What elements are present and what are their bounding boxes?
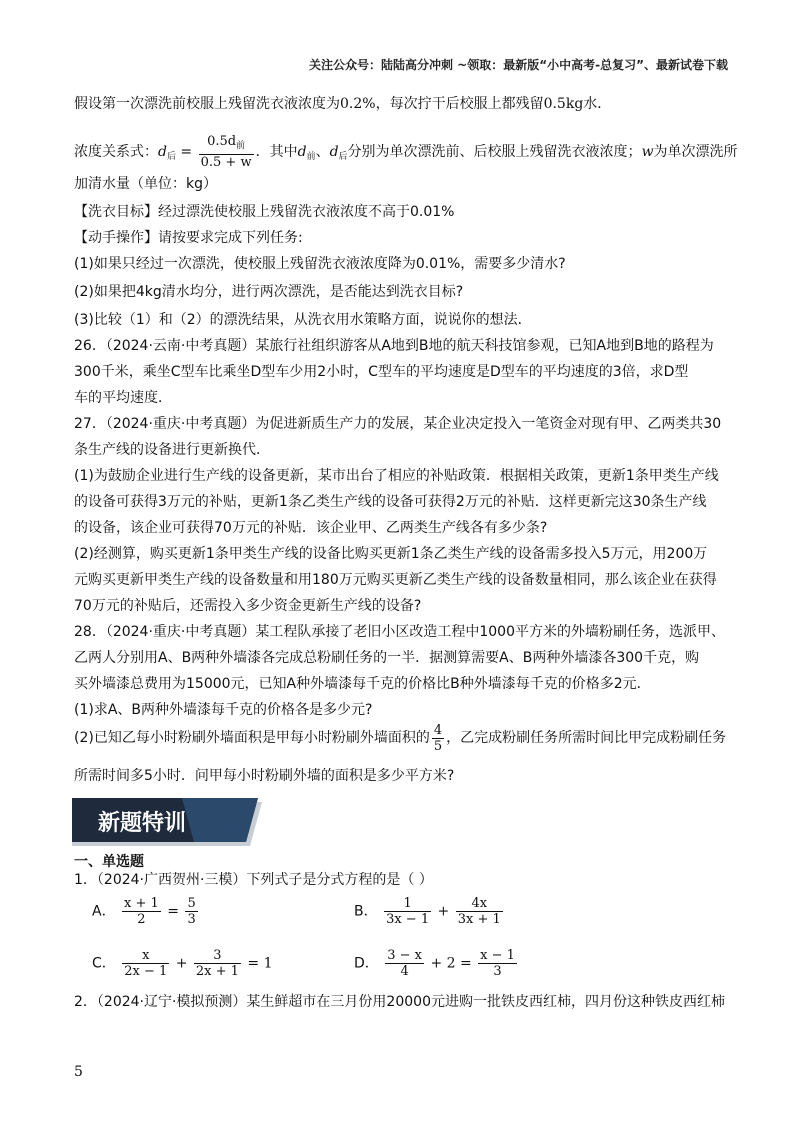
question-item: (1)为鼓励企业进行生产线的设备更新，某市出台了相应的补贴政策．根据相关政策，更新1条甲类生产线 [74,468,719,484]
question-28: 28．（2024·重庆·中考真题）某工程队承接了老旧小区改造工程中1000平方米的外墙粉刷任务，选派甲、 [74,624,725,640]
concentration-fraction: $\frac{0.5d_前}{0.5 + w}$ [200,134,252,170]
page-number: 5 [74,1064,83,1080]
text-line: 假设第一次漂洗前校服上残留洗衣液浓度为0.2%，每次拧干后校服上都残留0.5kg水． [74,96,612,112]
question-26: 26．（2024·云南·中考真题）某旅行社组织游客从A地到B地的航天科技馆参观，已知A地到B地的路程为 [74,338,714,354]
text-line: 300千米，乘坐C型车比乘坐D型车少用2小时，C型车的平均速度是D型车的平均速度的3倍，求D型 [74,364,689,380]
section-title: 一、单选题 [74,854,144,870]
text-line: 加清水量（单位：kg） [74,176,217,192]
question-item: (2)如果把4kg清水均分，进行两次漂洗，是否能达到洗衣目标? [74,284,464,300]
text-line: 乙两人分别用A、B两种外墙漆各完成总粉刷任务的一半．据测算需要A、B两种外墙漆各300千克，购 [74,650,700,666]
question-item: (2)经测算，购买更新1条甲类生产线的设备比购买更新1条乙类生产线的设备需多投入5万元，用200万 [74,546,708,562]
text-line: 的设备可获得3万元的补贴，更新1条乙类生产线的设备可获得2万元的补贴．这样更新完这30条生产线 [74,494,707,510]
question-item: (3)比较（1）和（2）的漂洗结果，从洗衣用水策略方面，说说你的想法． [74,312,532,328]
text-line: 车的平均速度． [74,390,172,406]
option-b: B． $\frac{1}{3x - 1}$ + $\frac{4x}{3x + 1}$ [354,896,501,927]
question-2: 2．（2024·辽宁·模拟预测）某生鲜超市在三月份用20000元进购一批铁皮西红柿，四月份这种铁皮西红柿 [74,994,725,1010]
option-d: D． $\frac{3 - x}{4}$ + 2 = $\frac{x - 1}{3}$ [354,948,515,979]
banner-graphic [72,798,272,850]
text-line: 买外墙漆总费用为15000元，已知A种外墙漆每千克的价格比B种外墙漆每千克的价格多2元． [74,676,651,692]
text-line: 70万元的补贴后，还需投入多少资金更新生产线的设备? [74,598,422,614]
option-a: A． $\frac{x + 1}{2}$ = $\frac{5}{3}$ [92,896,196,927]
question-item: (1)如果只经过一次漂洗，使校服上残留洗衣液浓度降为0.01%，需要多少清水? [74,256,566,272]
banner-title: 新题特训 [98,811,187,836]
text-line: 条生产线的设备进行更新换代． [74,442,270,458]
text-line: 的设备，该企业可获得70万元的补贴．该企业甲、乙两类生产线各有多少条? [74,520,548,536]
question-1: 1．（2024·广西贺州·三模）下列式子是分式方程的是（ ） [74,872,433,888]
text-line: 所需时间多5小时．问甲每小时粉刷外墙的面积是多少平方米? [74,768,455,784]
text-line: 【动手操作】请按要求完成下列任务: [74,230,303,246]
four-fifths-fraction: $\frac{4}{5}$ [433,722,443,754]
text-line: 元购买更新甲类生产线的设备数量和用180万元购买更新乙类生产线的设备数量相同，那么该企业在获得 [74,572,717,588]
question-item: (2)已知乙每小时粉刷外墙面积是甲每小时粉刷外墙面积的 $\frac{4}{5}$ ，乙完成粉刷任务所需时间比甲完成粉刷任务 [74,722,727,754]
section-banner [72,798,272,850]
option-c: C． $\frac{x}{2x - 1}$ + $\frac{3}{2x + 1}$ = 1 [92,948,273,979]
page-header: 关注公众号：陆陆高分冲刺 ~领取：最新版“小中高考-总复习”、最新试卷下载 [309,58,728,72]
formula-line: 浓度关系式：$d_后$ = $\frac{0.5d_前}{0.5 + w}$ ．其中$d_前$、$d_后$分别为单次漂洗前、后校服上残留洗衣液浓度；w为单次漂洗所 [74,134,738,170]
question-27: 27．（2024·重庆·中考真题）为促进新质生产力的发展，某企业决定投入一笔资金对现有甲、乙两类共30 [74,416,722,432]
text-line: 【洗衣目标】经过漂洗使校服上残留洗衣液浓度不高于0.01% [74,204,455,220]
question-item: (1)求A、B两种外墙漆每千克的价格各是多少元? [74,702,373,718]
